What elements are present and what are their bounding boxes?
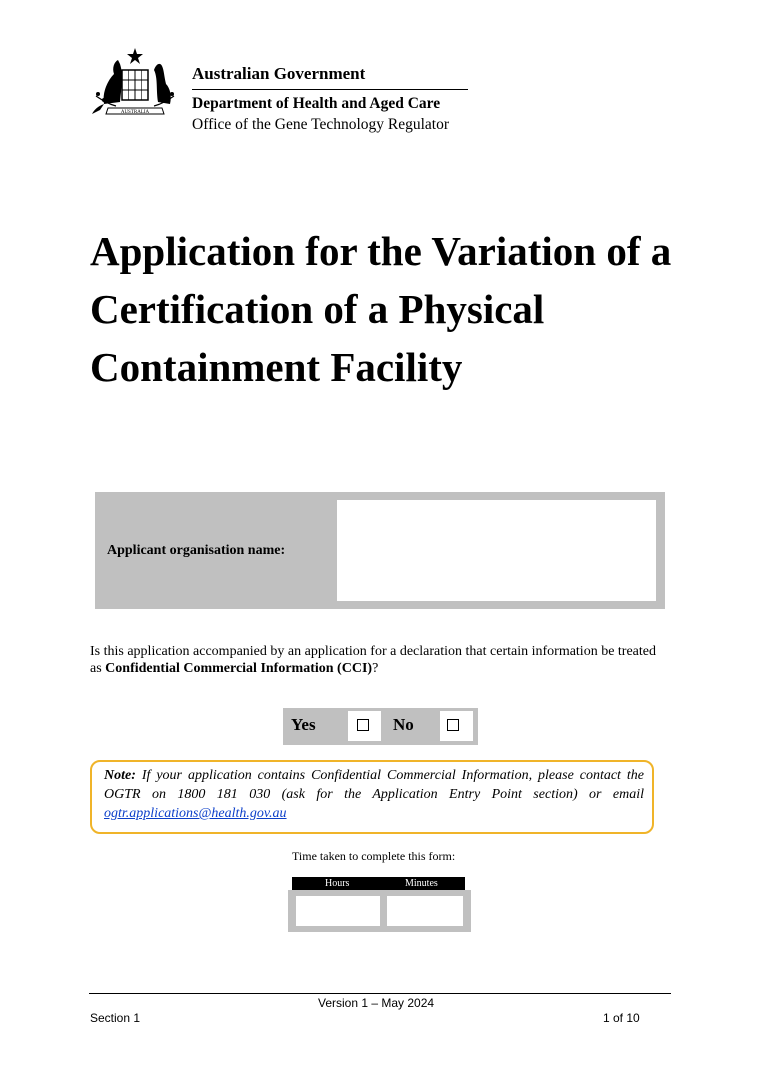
email-link[interactable]: ogtr.applications@health.gov.au xyxy=(104,806,287,821)
government-name: Australian Government xyxy=(192,64,366,83)
note-text xyxy=(104,766,644,823)
header-divider xyxy=(192,89,468,90)
time-header-bar xyxy=(292,877,465,890)
footer-page-number: 1 of 10 xyxy=(603,1011,640,1025)
time-taken-label: Time taken to complete this form: xyxy=(292,849,456,863)
minutes-input[interactable] xyxy=(387,896,463,926)
cci-question-bold: Confidential Commercial Information (CCI) xyxy=(105,661,373,676)
footer-divider xyxy=(89,993,671,994)
cci-question-end: ? xyxy=(372,661,379,676)
page-title: Application for the Variation of a Certification of a Physical Containment Facility xyxy=(90,228,672,390)
applicant-name-label: Applicant organisation name: xyxy=(107,543,286,558)
note-body: If your application contains Confidential Commercial Information, please contact the OGTR on 1800 181 030 (ask for the Application Entry Point section) or email xyxy=(104,768,644,802)
coat-of-arms-logo xyxy=(90,44,180,124)
yes-label: Yes xyxy=(291,715,316,734)
department-name: Department of Health and Aged Care xyxy=(192,95,441,112)
applicant-name-input[interactable] xyxy=(337,500,656,601)
no-label: No xyxy=(393,715,414,734)
hours-input[interactable] xyxy=(296,896,380,926)
cci-question xyxy=(90,643,670,677)
footer-version: Version 1 – May 2024 xyxy=(318,996,435,1010)
note-label: Note: xyxy=(104,768,136,783)
cci-question-text: Is this application accompanied by an application for a declaration that certain information be treated as xyxy=(90,644,656,676)
office-name: Office of the Gene Technology Regulator xyxy=(192,116,450,133)
crest-scroll-text: AUSTRALIA xyxy=(120,110,150,115)
hours-header: Hours xyxy=(325,878,350,889)
yes-checkbox[interactable] xyxy=(357,719,369,731)
no-checkbox[interactable] xyxy=(447,719,459,731)
minutes-header: Minutes xyxy=(405,878,438,889)
footer-section: Section 1 xyxy=(90,1011,141,1025)
